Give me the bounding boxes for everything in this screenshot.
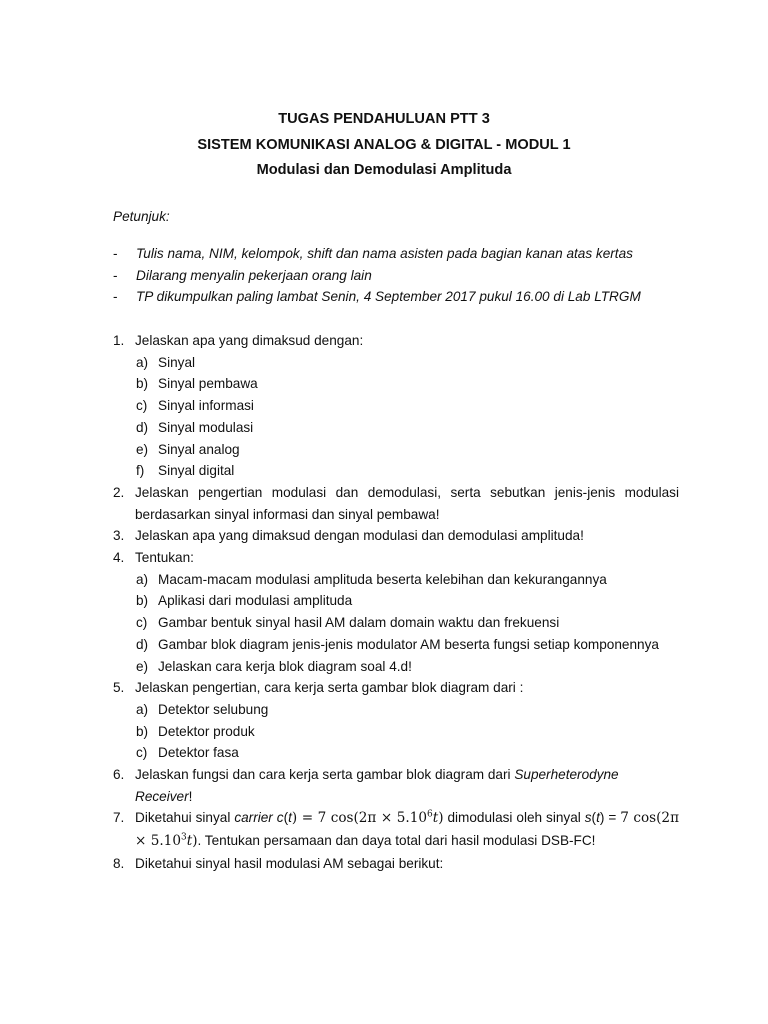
question-text: Jelaskan fungsi dan cara kerja serta gambar blok diagram dari Superheterodyne Receiver! — [135, 767, 619, 804]
message-equation: 7 $\cos(2\pi \times 5.10^3t)$ — [135, 810, 680, 850]
question-number: 8. — [113, 855, 125, 871]
question-text: Diketahui sinyal carrier c(t) = 7 $\cos(2\pi \times 5.10^6t)$ dimodulasi oleh sinyal s(t) = 7 $\cos(2\pi \times 5.10^3t)$. Tentukan persamaan dan daya total dari hasil modulasi DSB-FC! — [135, 809, 680, 850]
sub-item: e) Sinyal analog — [136, 441, 240, 457]
instructions-list — [113, 243, 683, 308]
question-number: 7. — [113, 810, 125, 826]
question-text: Jelaskan apa yang dimaksud dengan modulasi dan demodulasi amplituda! — [135, 528, 584, 544]
sub-item: a) Macam-macam modulasi amplituda beserta kelebihan dan kekurangannya — [136, 571, 607, 587]
sub-item: c) Sinyal informasi — [136, 398, 254, 414]
question-text: Jelaskan pengertian modulasi dan demodulasi, serta sebutkan jenis-jenis modulasi berdasarkan sinyal informasi dan sinyal pembawa! — [135, 484, 679, 522]
instruction-item: - Tulis nama, NIM, kelompok, shift dan nama asisten pada bagian kanan atas kertas — [113, 243, 683, 265]
sub-item: b) Sinyal pembawa — [136, 376, 258, 392]
sub-item: c) Detektor fasa — [136, 745, 239, 761]
sub-item: f) Sinyal digital — [136, 463, 235, 479]
sub-item: b) Detektor produk — [136, 723, 255, 739]
question-list — [113, 330, 679, 875]
question-number: 2. — [113, 484, 125, 500]
sub-item: b) Aplikasi dari modulasi amplituda — [136, 593, 353, 609]
question-number: 6. — [113, 767, 125, 783]
question-text: Jelaskan apa yang dimaksud dengan: — [135, 333, 364, 348]
instruction-text: Dilarang menyalin pekerjaan orang lain — [136, 267, 372, 283]
carrier-equation: ) = 7 $\cos(2\pi \times 5.10^6t)$ — [291, 809, 444, 827]
question-2 — [113, 482, 679, 525]
question-5 — [113, 677, 679, 699]
question-number: 5. — [113, 680, 125, 696]
question-4 — [113, 547, 679, 569]
instruction-text: TP dikumpulkan paling lambat Senin, 4 September 2017 pukul 16.00 di Lab LTRGM — [136, 289, 641, 305]
instruction-text: Tulis nama, NIM, kelompok, shift dan nama asisten pada bagian kanan atas kertas — [136, 246, 633, 261]
question-text: Jelaskan pengertian, cara kerja serta gambar blok diagram dari : — [135, 680, 524, 696]
sub-item: a) Detektor selubung — [136, 701, 269, 717]
question-6 — [113, 764, 679, 807]
sub-item: c) Gambar bentuk sinyal hasil AM dalam domain waktu dan frekuensi — [136, 615, 560, 631]
instruction-item: - Dilarang menyalin pekerjaan orang lain — [113, 265, 683, 287]
question-number: 3. — [113, 528, 125, 544]
sub-item: d) Gambar blok diagram jenis-jenis modulator AM beserta fungsi setiap komponennya — [136, 636, 659, 652]
sub-item: a) Sinyal — [136, 354, 196, 370]
question-1 — [113, 330, 679, 352]
question-3 — [113, 525, 679, 547]
question-number: 1. — [113, 333, 125, 348]
question-text: Diketahui sinyal hasil modulasi AM sebagai berikut: — [135, 855, 444, 871]
title-line-3: Modulasi dan Demodulasi Amplituda — [256, 162, 512, 178]
instructions-heading: Petunjuk: — [113, 209, 170, 224]
sub-item: d) Sinyal modulasi — [136, 419, 254, 435]
sub-item: e) Jelaskan cara kerja blok diagram soal 4.d! — [136, 658, 412, 674]
title-line-1: TUGAS PENDAHULUAN PTT 3 — [278, 111, 490, 127]
question-7 — [113, 807, 679, 852]
question-number: 4. — [113, 550, 125, 566]
instruction-item: - TP dikumpulkan paling lambat Senin, 4 September 2017 pukul 16.00 di Lab LTRGM — [113, 286, 683, 308]
title-line-2: SISTEM KOMUNIKASI ANALOG & DIGITAL - MODUL 1 — [197, 136, 571, 153]
question-text: Tentukan: — [135, 550, 194, 566]
document-title — [0, 107, 768, 184]
question-8 — [113, 853, 679, 875]
